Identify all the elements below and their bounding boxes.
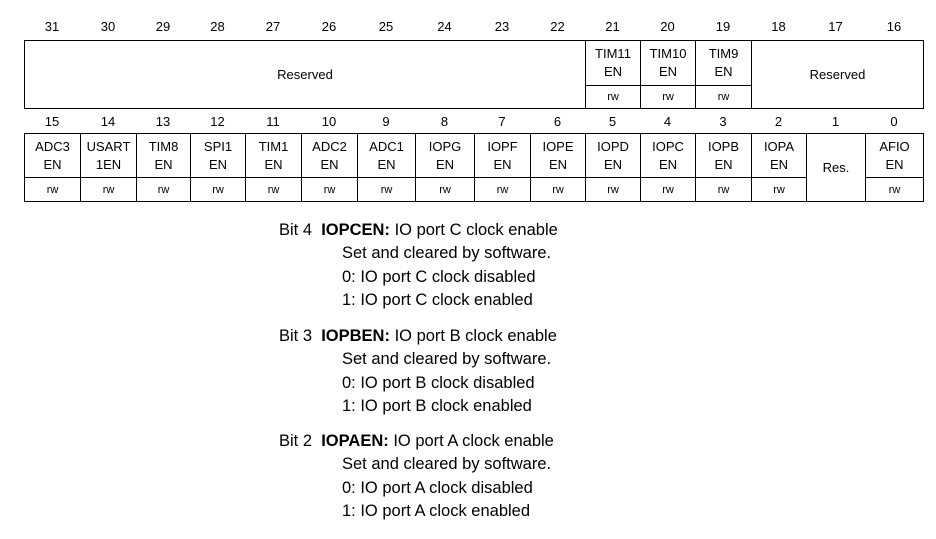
- field-iopcen: [641, 134, 696, 178]
- bit-description-header: [279, 327, 557, 346]
- bit-number: 24: [437, 19, 452, 34]
- bit-label: Bit 2: [279, 432, 313, 450]
- bit-number: 7: [498, 114, 506, 129]
- field-name-line1: SPI1: [203, 138, 233, 154]
- bit-number: 4: [663, 114, 672, 129]
- field-spi1en: [191, 134, 246, 178]
- field-name-line1: TIM8: [148, 138, 179, 154]
- lower-register-table: [24, 133, 924, 202]
- access-rw: rw: [752, 178, 807, 202]
- field-name-line2: EN: [548, 156, 568, 172]
- bit-number: 10: [321, 114, 337, 129]
- bit-label: Bit 4: [279, 221, 313, 239]
- field-name-line1: TIM10: [649, 46, 687, 61]
- bit-description-header: [279, 221, 558, 240]
- bit-number: 25: [378, 19, 394, 34]
- field-name-line2: EN: [208, 156, 228, 172]
- bit-label: Bit 3: [279, 327, 313, 345]
- field-iopeen: [531, 134, 586, 178]
- field-name-line1: IOPC: [652, 138, 684, 154]
- bit-number: 13: [155, 114, 171, 129]
- field-name-line2: EN: [43, 156, 62, 172]
- bit-number: 30: [100, 19, 116, 34]
- field-name-line1: IOPG: [428, 138, 462, 154]
- bit-number: 9: [382, 114, 390, 129]
- bit-number: 15: [44, 114, 60, 129]
- access-rw: rw: [586, 86, 641, 109]
- bit-number: 19: [715, 19, 731, 34]
- description-line: 0: IO port C clock disabled: [342, 267, 536, 286]
- field-tim8en: [137, 134, 191, 178]
- description-line: 0: IO port B clock disabled: [342, 373, 535, 392]
- bit-number: 5: [608, 114, 617, 129]
- field-name-line1: USART: [86, 138, 131, 154]
- bit-description-iopben: [279, 327, 557, 419]
- field-iopgen: [416, 134, 475, 178]
- description-line: Set and cleared by software.: [342, 244, 552, 262]
- field-name-line2: EN: [714, 156, 733, 172]
- field-mnemonic: IOPCEN:: [321, 221, 390, 239]
- bit-number: 14: [100, 114, 116, 129]
- bit-number: 20: [660, 19, 675, 34]
- access-rw: rw: [586, 178, 641, 202]
- bit-number: 29: [155, 19, 171, 34]
- field-tim1en: [246, 134, 302, 178]
- bit-number: 12: [210, 114, 225, 129]
- field-name-line2: EN: [493, 156, 512, 172]
- field-adc3en: [25, 134, 81, 178]
- bit-number: 3: [719, 114, 727, 129]
- field-iopfen: [475, 134, 531, 178]
- field-name-line2: 1EN: [95, 156, 122, 172]
- bit-number: 6: [553, 114, 562, 129]
- bit-number: 0: [890, 114, 898, 129]
- description-line: 0: IO port A clock disabled: [342, 478, 533, 497]
- access-rw: rw: [866, 178, 924, 202]
- description-line: 1: IO port C clock enabled: [342, 291, 533, 309]
- field-name-line2: EN: [264, 156, 283, 172]
- field-name-line1: ADC1: [369, 138, 404, 154]
- field-adc1en: [358, 134, 416, 178]
- field-name-line1: IOPB: [707, 138, 740, 154]
- bit-number: 28: [210, 19, 225, 34]
- description-line: Set and cleared by software.: [342, 350, 552, 368]
- field-name-line1: ADC2: [312, 138, 347, 154]
- field-name-line2: EN: [885, 156, 904, 172]
- field-name-line2: EN: [603, 156, 623, 172]
- description-line: 1: IO port B clock enabled: [342, 397, 532, 415]
- bit-number: 31: [44, 19, 60, 34]
- field-usart1en: [81, 134, 137, 178]
- bit-number: 17: [828, 19, 843, 34]
- bit-number: 22: [550, 19, 565, 34]
- bit-number: 2: [774, 114, 783, 129]
- bit-description-header: [279, 432, 554, 451]
- access-rw: rw: [475, 178, 531, 202]
- access-rw: rw: [531, 178, 586, 202]
- bit-number: 1: [831, 114, 840, 129]
- field-name-line1: IOPE: [542, 138, 574, 154]
- access-rw: rw: [137, 178, 191, 202]
- field-mnemonic: IOPAEN:: [321, 432, 389, 450]
- bit-description-iopaen: [279, 432, 554, 524]
- access-rw: rw: [696, 178, 752, 202]
- access-rw: rw: [81, 178, 137, 202]
- field-name-line2: EN: [435, 156, 455, 172]
- field-name-line1: IOPF: [487, 138, 518, 154]
- bit-number: 23: [494, 19, 510, 34]
- field-name-line2: EN: [320, 156, 339, 172]
- field-tim10en: [641, 41, 696, 86]
- field-name-line2: EN: [154, 156, 173, 172]
- field-iopben: [696, 134, 752, 178]
- reserved-field: Reserved: [25, 41, 586, 109]
- field-name-line1: ADC3: [35, 138, 70, 154]
- bit-description-title: IO port A clock enable: [393, 432, 554, 450]
- bit-number: 18: [771, 19, 786, 34]
- field-iopden: [586, 134, 641, 178]
- field-name-line1: TIM9: [708, 46, 739, 61]
- bit-number: 8: [440, 114, 449, 129]
- field-mnemonic: IOPBEN:: [321, 327, 390, 345]
- field-iopaen: [752, 134, 807, 178]
- field-name-line1: IOPD: [597, 138, 629, 154]
- bit-number: 11: [266, 114, 280, 129]
- bit-number: 26: [321, 19, 337, 34]
- access-rw: rw: [358, 178, 416, 202]
- field-name-line2: EN: [769, 156, 789, 172]
- field-tim11en: [586, 41, 641, 86]
- upper-register-table: [24, 40, 924, 109]
- description-line: Set and cleared by software.: [342, 455, 552, 473]
- access-rw: rw: [641, 86, 696, 109]
- bit-description-title: IO port C clock enable: [394, 221, 558, 239]
- field-afioen: [866, 134, 924, 178]
- bit-number: 27: [265, 19, 281, 34]
- field-name-line2: EN: [603, 64, 623, 79]
- field-tim9en: [696, 41, 752, 86]
- access-rw: rw: [696, 86, 752, 109]
- field-name-line2: EN: [377, 156, 396, 172]
- bit-number: 16: [886, 19, 902, 34]
- reserved-field: Reserved: [752, 41, 924, 109]
- access-rw: rw: [25, 178, 81, 202]
- bit-description-iopcen: [279, 221, 558, 313]
- field-name-line1: IOPA: [763, 138, 795, 154]
- reserved-bit: Res.: [807, 134, 866, 202]
- field-name-line2: EN: [714, 64, 733, 79]
- field-adc2en: [302, 134, 358, 178]
- access-rw: rw: [302, 178, 358, 202]
- bit-number: 21: [605, 19, 620, 34]
- access-rw: rw: [191, 178, 246, 202]
- bit-description-title: IO port B clock enable: [394, 327, 557, 345]
- field-name-line2: EN: [658, 156, 678, 172]
- field-name-line2: EN: [658, 64, 678, 79]
- field-name-line1: TIM1: [258, 138, 289, 154]
- description-line: 1: IO port A clock enabled: [342, 502, 531, 520]
- field-name-line1: TIM11: [595, 46, 631, 61]
- access-rw: rw: [641, 178, 696, 202]
- access-rw: rw: [246, 178, 302, 202]
- field-name-line1: AFIO: [879, 138, 910, 154]
- access-rw: rw: [416, 178, 475, 202]
